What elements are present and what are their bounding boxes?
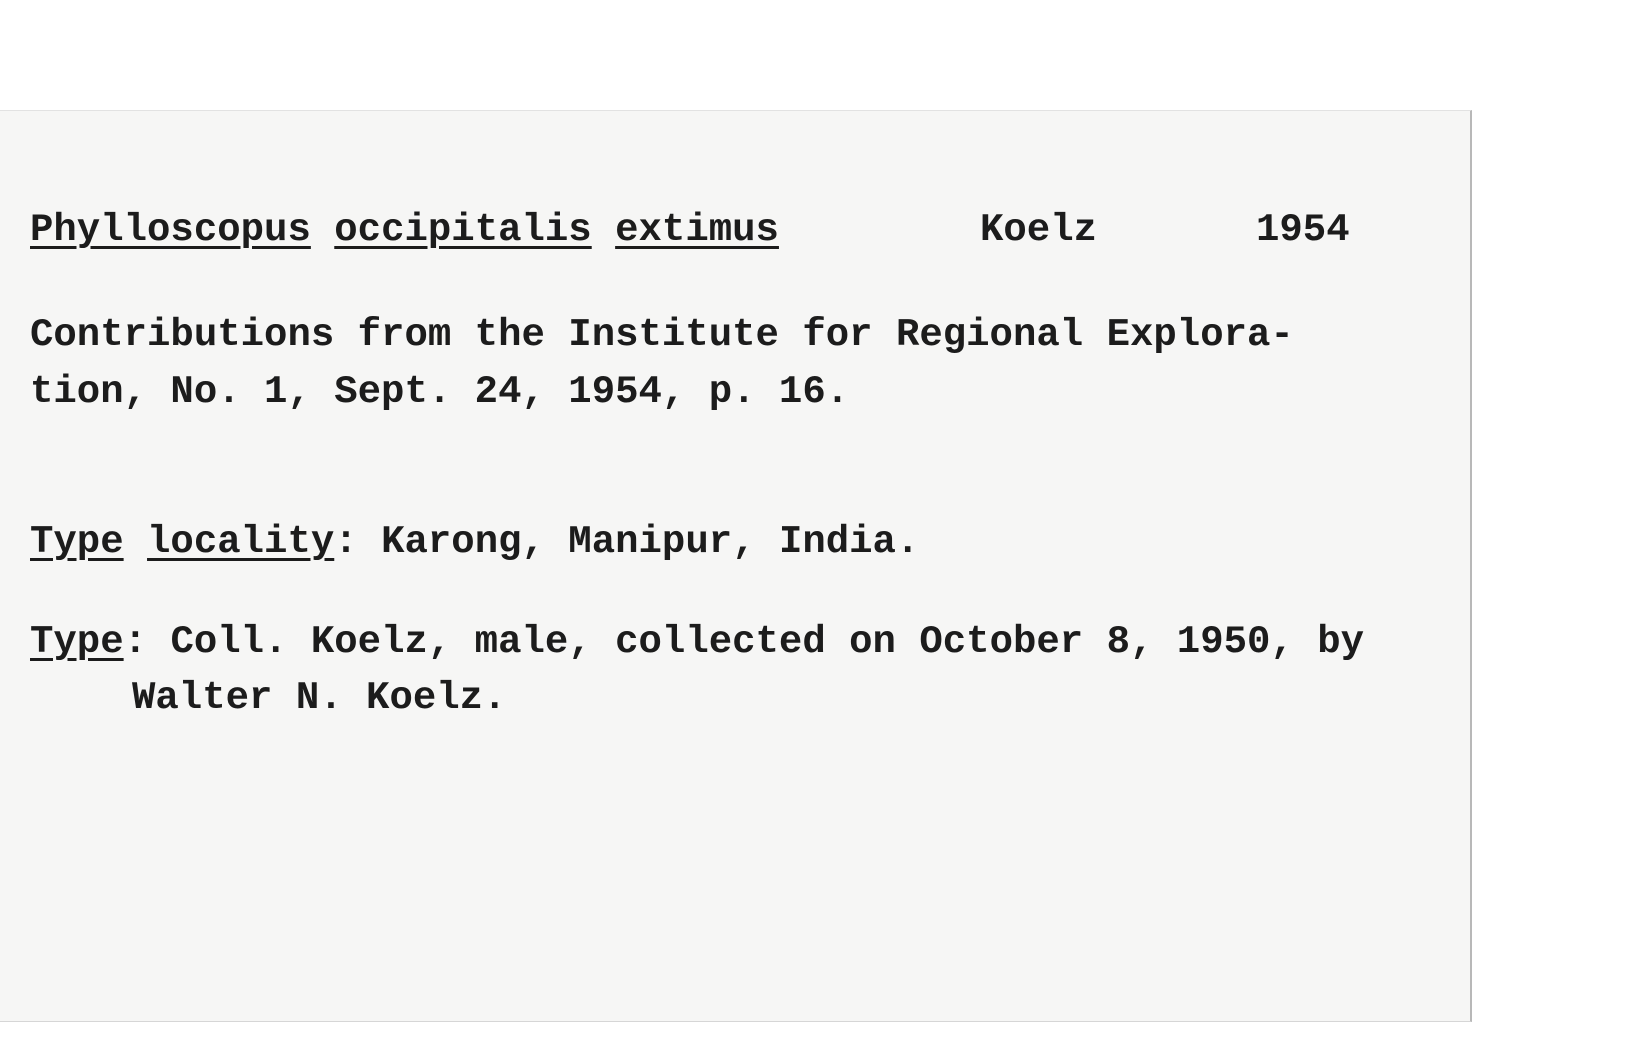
citation-line-1: Contributions from the Institute for Regional Explora- — [30, 313, 1294, 357]
type-specimen-line-2: Walter N. Koelz. — [132, 676, 507, 720]
type-locality-label-word1: Type — [30, 520, 124, 564]
publication-year: 1954 — [1256, 208, 1350, 252]
type-specimen-line-1: Coll. Koelz, male, collected on October 8, 1950, by — [170, 620, 1365, 664]
citation-line-2: tion, No. 1, Sept. 24, 1954, p. 16. — [30, 370, 850, 414]
type-specimen — [30, 620, 1365, 664]
scientific-name — [30, 208, 779, 252]
index-card — [0, 110, 1472, 1022]
type-locality-label-word2: locality — [147, 520, 335, 564]
subspecies-name: extimus — [615, 208, 779, 252]
type-locality-value: Karong, Manipur, India. — [381, 520, 920, 564]
species-name: occipitalis — [334, 208, 592, 252]
type-locality-separator: : — [334, 520, 382, 564]
type-label: Type — [30, 620, 124, 664]
author-name: Koelz — [980, 208, 1098, 252]
type-separator: : — [123, 620, 171, 664]
type-locality — [30, 520, 920, 564]
genus-name: Phylloscopus — [30, 208, 311, 252]
